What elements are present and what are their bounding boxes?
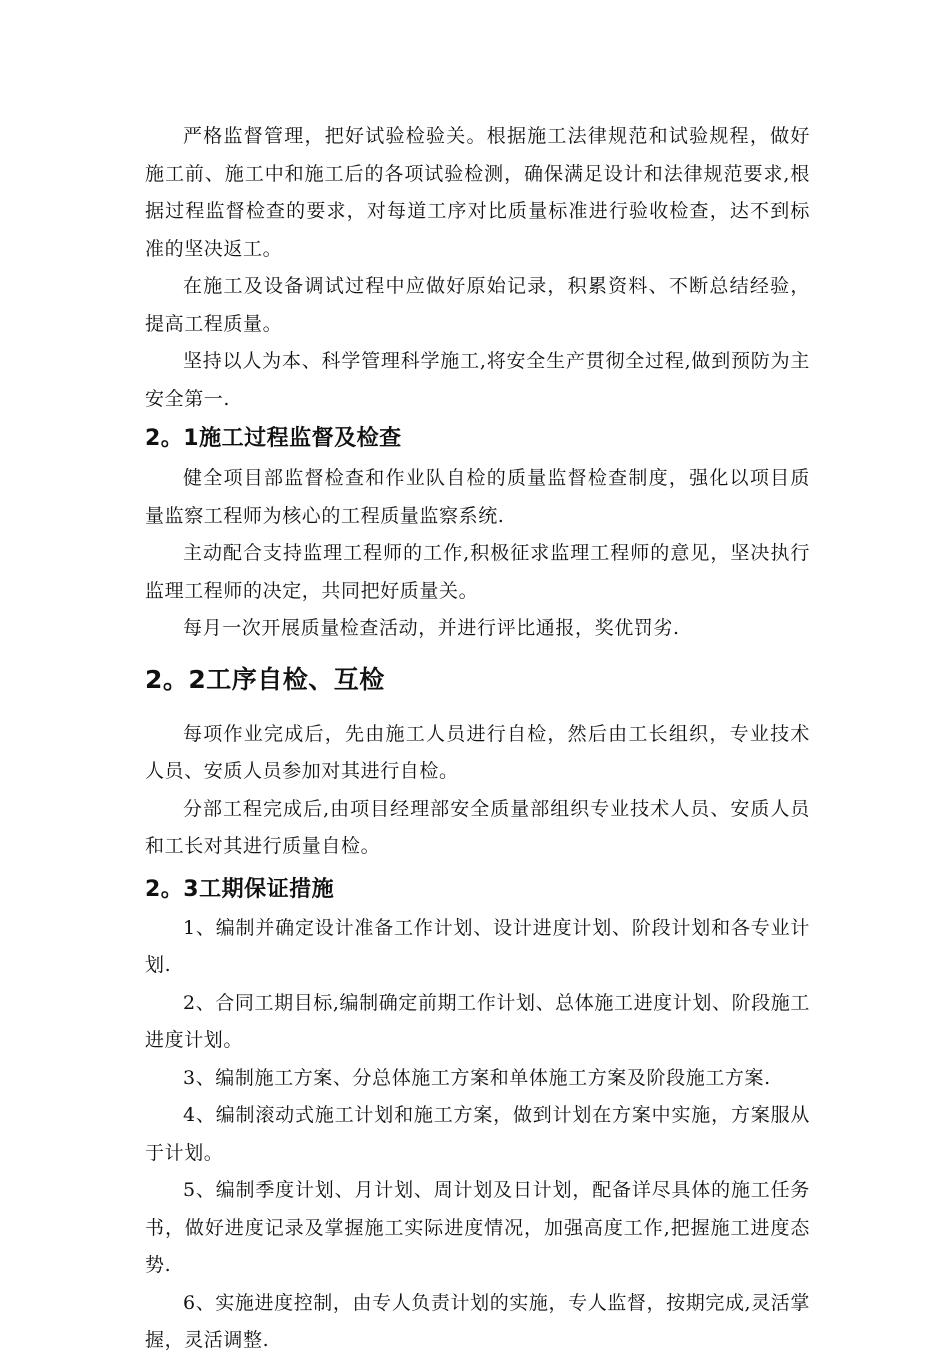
section-2-1-paragraph-2: 主动配合支持监理工程师的工作,积极征求监理工程师的意见，坚决执行监理工程师的决定，共同把好质量关。: [145, 542, 810, 602]
list-item: 5、编制季度计划、月计划、周计划及日计划，配备详尽具体的施工任务书，做好进度记录及掌握施工实际进度情况，加强高度工作,把握施工进度态势.: [145, 1179, 810, 1276]
section-2-1-paragraph-3: 每月一次开展质量检查活动，并进行评比通报，奖优罚劣.: [183, 617, 680, 639]
list-item: 3、编制施工方案、分总体施工方案和单体施工方案及阶段施工方案.: [183, 1066, 771, 1089]
section-2-2-heading: 2。2工序自检、互检: [145, 664, 385, 694]
document-page: [145, 118, 810, 1360]
section-2-2-paragraph-1: 每项作业完成后，先由施工人员进行自检，然后由工长组织，专业技术人员、安质人员参加对其进行自检。: [145, 722, 810, 782]
section-2-1-paragraph-1: 健全项目部监督检查和作业队自检的质量监督检查制度，强化以项目质量监察工程师为核心的工程质量监察系统.: [145, 467, 810, 527]
section-2-1-heading: 2。1施工过程监督及检查: [145, 426, 402, 451]
section-2-2-paragraph-2: 分部工程完成后,由项目经理部安全质量部组织专业技术人员、安质人员和工长对其进行质量自检。: [145, 797, 810, 857]
intro-paragraph-2: 在施工及设备调试过程中应做好原始记录，积累资料、不断总结经验，提高工程质量。: [145, 275, 810, 335]
intro-paragraph-3: 坚持以人为本、科学管理科学施工,将安全生产贯彻全过程,做到预防为主安全第一.: [145, 350, 810, 410]
list-item: 4、编制滚动式施工计划和施工方案，做到计划在方案中实施，方案服从于计划。: [145, 1104, 810, 1164]
intro-paragraph-1: 严格监督管理，把好试验检验关。根据施工法律规范和试验规程，做好施工前、施工中和施工后的各项试验检测，确保满足设计和法律规范要求,根据过程监督检查的要求，对每道工序对比质量标准进行验收检查，达不到标准的坚决返工。: [145, 125, 810, 260]
section-2-3-heading: 2。3工期保证措施: [145, 876, 335, 902]
list-item: 1、编制并确定设计准备工作计划、设计进度计划、阶段计划和各专业计划.: [145, 916, 810, 976]
list-item: 6、实施进度控制，由专人负责计划的实施，专人监督，按期完成,灵活掌握，灵活调整.: [145, 1291, 810, 1351]
list-item: 2、合同工期目标,编制确定前期工作计划、总体施工进度计划、阶段施工进度计划。: [145, 991, 810, 1051]
